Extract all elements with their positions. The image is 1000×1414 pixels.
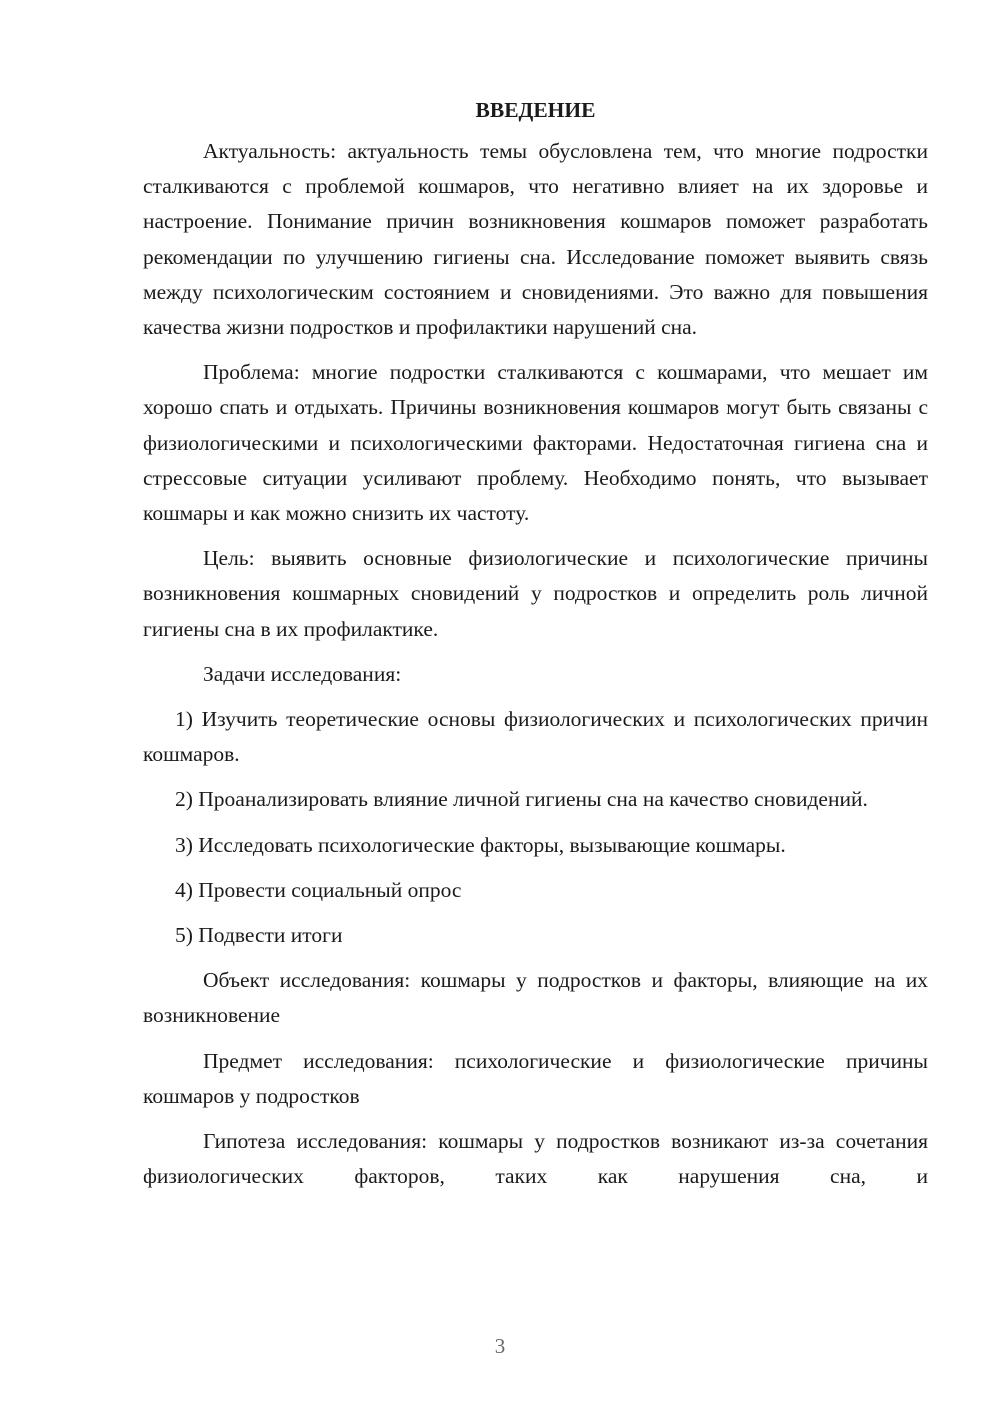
object-paragraph: Объект исследования: кошмары у подростков и факторы, влияющие на их возникновение bbox=[143, 968, 928, 1028]
relevance-paragraph: Актуальность: актуальность темы обусловлена тем, что многие подростки сталкиваются с проблемой кошмаров, что негативно влияет на их здоровье и настроение. Понимание причин возникновения кошмаров поможет разработать рекомендации по улучшению гигиены сна. Исследование поможет выявить связь между психологическим состоянием и сновидениями. Это важно для повышения качества жизни подростков и профилактики нарушений сна. bbox=[143, 139, 928, 340]
task-item-4: 4) Провести социальный опрос bbox=[175, 877, 462, 902]
section-title: ВВЕДЕНИЕ bbox=[475, 98, 596, 122]
document-page bbox=[143, 92, 928, 1204]
task-item-2: 2) Проанализировать влияние личной гигиены сна на качество сновидений. bbox=[175, 787, 868, 812]
hypothesis-paragraph: Гипотеза исследования: кошмары у подростков возникают из-за сочетания физиологических факторов, таких как нарушения сна, и bbox=[143, 1129, 928, 1189]
problem-paragraph: Проблема: многие подростки сталкиваются с кошмарами, что мешает им хорошо спать и отдыхать. Причины возникновения кошмаров могут быть связаны с физиологическими и психологическими факторами. Недостаточная гигиена сна и стрессовые ситуации усиливают проблему. Необходимо понять, что вызывает кошмары и как можно снизить их частоту. bbox=[143, 360, 928, 526]
task-item-5: 5) Подвести итоги bbox=[175, 923, 343, 948]
goal-paragraph: Цель: выявить основные физиологические и психологические причины возникновения кошмарных сновидений у подростков и определить роль личной гигиены сна в их профилактике. bbox=[143, 546, 928, 641]
task-item-3: 3) Исследовать психологические факторы, вызывающие кошмары. bbox=[175, 832, 786, 857]
subject-paragraph: Предмет исследования: психологические и физиологические причины кошмаров у подростков bbox=[143, 1048, 928, 1108]
page-number: 3 bbox=[494, 1334, 506, 1358]
tasks-heading: Задачи исследования: bbox=[203, 661, 402, 686]
task-item-1: 1) Изучить теоретические основы физиологических и психологических причин кошмаров. bbox=[143, 707, 928, 767]
